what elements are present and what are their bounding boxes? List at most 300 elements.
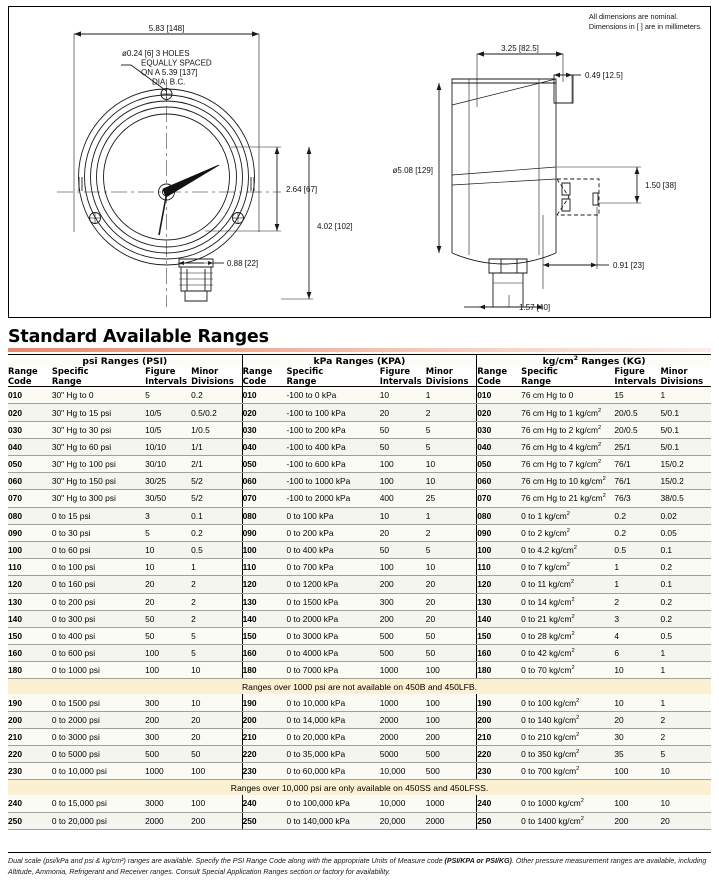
cell-specific-range: 0 to 1 $kg/cm^2$: [521, 507, 614, 524]
cell-minor-divisions: 1000: [426, 795, 477, 812]
cell-range-code: 070: [8, 490, 52, 507]
col-header-kg-figure: [614, 367, 660, 387]
cell-specific-range: 0 to 700 $kg/cm^2$: [521, 763, 614, 780]
cell-specific-range: 0 to 14,000 kPa: [287, 711, 380, 728]
cell-range-code: 070: [477, 490, 521, 507]
col-header-line-2: Divisions: [425, 375, 469, 386]
cell-specific-range: 0 to 1000 $kg/cm^2$: [521, 795, 614, 812]
cell-range-code: 100: [242, 541, 286, 558]
cell-specific-range: 76 cm Hg to 4 $kg/cm^2$: [521, 438, 614, 455]
cell-figure-intervals: 50: [380, 438, 426, 455]
cell-specific-range: 76 cm Hg to 21 $kg/cm^2$: [521, 490, 614, 507]
cell-range-code: 220: [477, 746, 521, 763]
cell-specific-range: 0 to 100 kPa: [287, 507, 380, 524]
cell-minor-divisions: 5/0.1: [660, 404, 711, 421]
cell-minor-divisions: 38/0.5: [660, 490, 711, 507]
cell-minor-divisions: 0.05: [660, 524, 711, 541]
group-header-psi: psi Ranges (PSI): [8, 355, 242, 368]
cell-specific-range: 0 to 100,000 kPa: [287, 795, 380, 812]
col-header-line-2: Code: [477, 375, 501, 386]
dim-front-overall-width: 5.83 [148]: [148, 24, 185, 33]
cell-specific-range: -100 to 200 kPa: [287, 421, 380, 438]
cell-figure-intervals: 30/10: [145, 456, 191, 473]
cell-range-code: 150: [8, 627, 52, 644]
cell-figure-intervals: 10: [380, 507, 426, 524]
table-row: [8, 404, 711, 421]
cell-specific-range: 0 to 10,000 psi: [52, 763, 145, 780]
dim-total-height: 4.02 [102]: [317, 222, 353, 231]
cell-range-code: 120: [477, 576, 521, 593]
cell-specific-range: 30" Hg to 60 psi: [52, 438, 145, 455]
cell-range-code: 200: [477, 711, 521, 728]
cell-minor-divisions: 2: [660, 728, 711, 745]
cell-figure-intervals: 100: [614, 795, 660, 812]
cell-figure-intervals: 20: [380, 404, 426, 421]
cell-specific-range: 0 to 140 $kg/cm^2$: [521, 711, 614, 728]
cell-figure-intervals: 200: [380, 576, 426, 593]
cell-range-code: 110: [8, 559, 52, 576]
cell-minor-divisions: 0.1: [660, 576, 711, 593]
cell-specific-range: 0 to 200 psi: [52, 593, 145, 610]
col-header-line-2: Intervals: [379, 375, 422, 386]
cell-range-code: 190: [477, 694, 521, 711]
cell-specific-range: 0 to 60 psi: [52, 541, 145, 558]
availability-note-over-10000-psi: [8, 780, 711, 796]
table-row: [8, 763, 711, 780]
col-header-kg-minor: [660, 367, 711, 387]
group-header-kg: $kg/cm^2$ Ranges (KG): [477, 355, 711, 368]
drawing-notes: [589, 12, 702, 31]
cell-minor-divisions: 25: [426, 490, 477, 507]
cell-figure-intervals: 3: [614, 610, 660, 627]
col-header-line-1: Figure: [379, 366, 411, 377]
cell-range-code: 040: [8, 438, 52, 455]
cell-figure-intervals: 76/1: [614, 456, 660, 473]
col-header-line-1: Figure: [145, 366, 176, 377]
cell-minor-divisions: 0.2: [660, 593, 711, 610]
cell-range-code: 150: [242, 627, 286, 644]
cell-figure-intervals: 300: [145, 728, 191, 745]
table-row: [8, 812, 711, 829]
cell-specific-range: 0 to 5000 psi: [52, 746, 145, 763]
cell-minor-divisions: 100: [191, 763, 242, 780]
cell-figure-intervals: 500: [380, 627, 426, 644]
table-row: [8, 421, 711, 438]
cell-range-code: 230: [8, 763, 52, 780]
cell-minor-divisions: 5: [426, 541, 477, 558]
cell-range-code: 180: [477, 662, 521, 679]
table-row: [8, 593, 711, 610]
col-header-line-2: Code: [242, 375, 267, 386]
cell-minor-divisions: 100: [426, 711, 477, 728]
cell-figure-intervals: 2000: [145, 812, 191, 829]
cell-range-code: 190: [8, 694, 52, 711]
cell-specific-range: 0 to 21 $kg/cm^2$: [521, 610, 614, 627]
col-header-line-1: Minor: [660, 366, 688, 377]
cell-specific-range: 0 to 14 $kg/cm^2$: [521, 593, 614, 610]
col-header-line-1: Range: [8, 366, 38, 377]
col-header-line-1: Specific: [286, 366, 324, 377]
col-header-psi-code: [8, 367, 52, 387]
cell-range-code: 250: [242, 812, 286, 829]
cell-specific-range: 0 to 20,000 psi: [52, 812, 145, 829]
drawing-note-line-1: All dimensions are nominal.: [588, 12, 679, 21]
cell-range-code: 060: [242, 473, 286, 490]
cell-figure-intervals: 500: [145, 746, 191, 763]
cell-specific-range: 0 to 7000 kPa: [287, 662, 380, 679]
cell-figure-intervals: 300: [380, 593, 426, 610]
cell-range-code: 060: [477, 473, 521, 490]
cell-figure-intervals: 5: [145, 524, 191, 541]
cell-minor-divisions: 15/0.2: [660, 473, 711, 490]
cell-range-code: 200: [8, 711, 52, 728]
cell-specific-range: 0 to 1200 kPa: [287, 576, 380, 593]
cell-specific-range: 76 cm Hg to 2 $kg/cm^2$: [521, 421, 614, 438]
table-row: [8, 694, 711, 711]
cell-range-code: 030: [477, 421, 521, 438]
cell-minor-divisions: 20: [660, 812, 711, 829]
cell-minor-divisions: 5/0.1: [660, 421, 711, 438]
cell-figure-intervals: 30/25: [145, 473, 191, 490]
dim-hole-callout-line3: ON A 5.39 [137]: [141, 68, 198, 77]
cell-minor-divisions: 20: [426, 610, 477, 627]
cell-figure-intervals: 5: [145, 387, 191, 404]
cell-range-code: 020: [477, 404, 521, 421]
cell-range-code: 160: [477, 645, 521, 662]
cell-specific-range: 76 cm Hg to 0: [521, 387, 614, 404]
cell-minor-divisions: 2: [191, 593, 242, 610]
table-row: [8, 541, 711, 558]
cell-minor-divisions: 1: [660, 694, 711, 711]
section-title: Standard Available Ranges: [8, 327, 269, 347]
cell-specific-range: 0 to 1500 psi: [52, 694, 145, 711]
cell-minor-divisions: 20: [191, 711, 242, 728]
table-row: [8, 746, 711, 763]
cell-range-code: 090: [8, 524, 52, 541]
cell-minor-divisions: 0.2: [660, 559, 711, 576]
cell-range-code: 210: [8, 728, 52, 745]
col-header-line-1: Minor: [425, 366, 453, 377]
cell-figure-intervals: 10,000: [380, 763, 426, 780]
cell-range-code: 050: [8, 456, 52, 473]
cell-figure-intervals: 10: [145, 559, 191, 576]
cell-figure-intervals: 10: [614, 662, 660, 679]
cell-minor-divisions: 2: [191, 610, 242, 627]
cell-minor-divisions: 10: [191, 694, 242, 711]
cell-minor-divisions: 15/0.2: [660, 456, 711, 473]
col-header-kpa-minor: [426, 367, 477, 387]
cell-minor-divisions: 0.5/0.2: [191, 404, 242, 421]
cell-range-code: 230: [242, 763, 286, 780]
cell-minor-divisions: 2/1: [191, 456, 242, 473]
section-title-rule: [8, 348, 711, 352]
cell-figure-intervals: 10/10: [145, 438, 191, 455]
cell-specific-range: 30" Hg to 30 psi: [52, 421, 145, 438]
cell-range-code: 100: [477, 541, 521, 558]
cell-range-code: 200: [242, 711, 286, 728]
cell-minor-divisions: 0.5: [660, 627, 711, 644]
cell-specific-range: 0 to 1400 $kg/cm^2$: [521, 812, 614, 829]
cell-specific-range: 0 to 2000 kPa: [287, 610, 380, 627]
cell-specific-range: 0 to 3000 kPa: [287, 627, 380, 644]
cell-minor-divisions: 1: [660, 387, 711, 404]
cell-range-code: 250: [8, 812, 52, 829]
cell-minor-divisions: 5: [191, 627, 242, 644]
cell-specific-range: 30" Hg to 0: [52, 387, 145, 404]
cell-figure-intervals: 10: [614, 694, 660, 711]
cell-minor-divisions: 5: [191, 645, 242, 662]
cell-range-code: 160: [8, 645, 52, 662]
cell-range-code: 210: [242, 728, 286, 745]
footnote-part-1: Dual scale (psi/kPa and psi & kg/cm²) ranges are available. Specify the PSI Range Code along with the appropriate Units of Measure code: [8, 857, 445, 865]
availability-note-over-1000-psi: [8, 679, 711, 695]
col-header-line-2: Divisions: [191, 375, 234, 386]
cell-figure-intervals: 2: [614, 593, 660, 610]
cell-figure-intervals: 2000: [380, 728, 426, 745]
col-header-kpa-code: [242, 367, 286, 387]
table-body: [8, 387, 711, 830]
cell-range-code: 120: [242, 576, 286, 593]
cell-figure-intervals: 200: [145, 711, 191, 728]
cell-figure-intervals: 20: [145, 576, 191, 593]
table-row: [8, 627, 711, 644]
table-row: [8, 507, 711, 524]
cell-range-code: 100: [8, 541, 52, 558]
cell-range-code: 120: [8, 576, 52, 593]
dim-hole-callout-line4: DIA. B.C.: [152, 77, 186, 87]
cell-specific-range: 30" Hg to 150 psi: [52, 473, 145, 490]
cell-minor-divisions: 0.02: [660, 507, 711, 524]
cell-minor-divisions: 2: [426, 404, 477, 421]
col-header-psi-minor: [191, 367, 242, 387]
col-header-kpa-range: [287, 367, 380, 387]
cell-range-code: 240: [8, 795, 52, 812]
cell-specific-range: 30" Hg to 15 psi: [52, 404, 145, 421]
cell-range-code: 240: [242, 795, 286, 812]
cell-specific-range: 0 to 30 psi: [52, 524, 145, 541]
dim-hole-callout-line1: ø0.24 [6] 3 HOLES: [122, 49, 190, 58]
col-header-line-2: Range: [286, 375, 317, 386]
cell-range-code: 180: [242, 662, 286, 679]
col-header-line-1: Range: [477, 366, 508, 377]
cell-figure-intervals: 100: [614, 763, 660, 780]
col-header-line-1: Figure: [614, 366, 645, 377]
cell-figure-intervals: 100: [380, 473, 426, 490]
cell-figure-intervals: 20: [145, 593, 191, 610]
cell-specific-range: 0 to 4000 kPa: [287, 645, 380, 662]
dim-hole-callout-line2: EQUALLY SPACED: [141, 58, 212, 68]
cell-figure-intervals: 3000: [145, 795, 191, 812]
cell-specific-range: 0 to 1500 kPa: [287, 593, 380, 610]
table-row: [8, 576, 711, 593]
cell-figure-intervals: 10: [380, 387, 426, 404]
cell-figure-intervals: 3: [145, 507, 191, 524]
table-row: [8, 473, 711, 490]
cell-figure-intervals: 10,000: [380, 795, 426, 812]
cell-minor-divisions: 100: [426, 662, 477, 679]
cell-minor-divisions: 5/2: [191, 490, 242, 507]
cell-specific-range: 0 to 3000 psi: [52, 728, 145, 745]
cell-specific-range: 0 to 300 psi: [52, 610, 145, 627]
cell-range-code: 140: [477, 610, 521, 627]
cell-range-code: 140: [8, 610, 52, 627]
cell-range-code: 050: [242, 456, 286, 473]
cell-minor-divisions: 10: [191, 662, 242, 679]
cell-figure-intervals: 15: [614, 387, 660, 404]
col-header-line-2: Intervals: [614, 375, 657, 386]
cell-specific-range: 76 cm Hg to 10 $kg/cm^2$: [521, 473, 614, 490]
cell-figure-intervals: 76/1: [614, 473, 660, 490]
cell-specific-range: 0 to 35,000 kPa: [287, 746, 380, 763]
cell-minor-divisions: 5: [660, 746, 711, 763]
cell-minor-divisions: 500: [426, 746, 477, 763]
availability-note-text: Ranges over 1000 psi are not available on 450B and 450LFB.: [8, 679, 711, 695]
cell-figure-intervals: 50: [145, 610, 191, 627]
cell-specific-range: 0 to 700 kPa: [287, 559, 380, 576]
cell-figure-intervals: 20/0.5: [614, 404, 660, 421]
table-row: [8, 559, 711, 576]
table-row: [8, 662, 711, 679]
cell-figure-intervals: 1: [614, 559, 660, 576]
cell-range-code: 190: [242, 694, 286, 711]
cell-range-code: 220: [8, 746, 52, 763]
cell-figure-intervals: 100: [380, 559, 426, 576]
cell-range-code: 080: [242, 507, 286, 524]
table-row: [8, 795, 711, 812]
cell-range-code: 010: [242, 387, 286, 404]
table-row: [8, 728, 711, 745]
cell-figure-intervals: 1000: [380, 694, 426, 711]
cell-figure-intervals: 300: [145, 694, 191, 711]
cell-figure-intervals: 20/0.5: [614, 421, 660, 438]
cell-range-code: 130: [242, 593, 286, 610]
cell-minor-divisions: 10: [660, 763, 711, 780]
cell-figure-intervals: 1000: [145, 763, 191, 780]
cell-figure-intervals: 100: [145, 645, 191, 662]
cell-range-code: 070: [242, 490, 286, 507]
cell-minor-divisions: 1: [660, 645, 711, 662]
dim-case-depth: 3.25 [82.5]: [501, 44, 539, 53]
cell-minor-divisions: 1: [660, 662, 711, 679]
cell-minor-divisions: 20: [426, 576, 477, 593]
group-header-row: [8, 355, 711, 368]
cell-range-code: 040: [242, 438, 286, 455]
drawing-note-line-2: Dimensions in [ ] are in millimeters.: [588, 21, 702, 31]
dimensional-drawing-svg: [9, 7, 710, 317]
cell-figure-intervals: 200: [614, 812, 660, 829]
cell-figure-intervals: 2000: [380, 711, 426, 728]
cell-range-code: 080: [477, 507, 521, 524]
cell-minor-divisions: 50: [426, 645, 477, 662]
cell-minor-divisions: 10: [426, 456, 477, 473]
cell-figure-intervals: 6: [614, 645, 660, 662]
cell-figure-intervals: 4: [614, 627, 660, 644]
cell-range-code: 250: [477, 812, 521, 829]
cell-minor-divisions: 0.1: [660, 541, 711, 558]
cell-minor-divisions: 0.1: [191, 507, 242, 524]
footnote: [8, 856, 711, 877]
cell-specific-range: -100 to 400 kPa: [287, 438, 380, 455]
cell-figure-intervals: 500: [380, 645, 426, 662]
dimensional-drawing-panel: [8, 6, 711, 318]
cell-specific-range: 0 to 210 $kg/cm^2$: [521, 728, 614, 745]
col-header-line-1: Specific: [51, 366, 89, 377]
cell-figure-intervals: 20: [614, 711, 660, 728]
cell-minor-divisions: 0.2: [660, 610, 711, 627]
table-row: [8, 387, 711, 404]
dim-bracket-height: 1.50 [38]: [645, 181, 677, 190]
cell-specific-range: -100 to 600 kPa: [287, 456, 380, 473]
cell-specific-range: 0 to 10,000 kPa: [287, 694, 380, 711]
cell-figure-intervals: 0.2: [614, 507, 660, 524]
cell-specific-range: 0 to 200 kPa: [287, 524, 380, 541]
standard-available-ranges-table: [8, 354, 711, 830]
cell-range-code: 090: [477, 524, 521, 541]
cell-specific-range: 0 to 600 psi: [52, 645, 145, 662]
cell-range-code: 060: [8, 473, 52, 490]
cell-specific-range: 0 to 350 $kg/cm^2$: [521, 746, 614, 763]
cell-specific-range: 0 to 70 $kg/cm^2$: [521, 662, 614, 679]
cell-specific-range: -100 to 2000 kPa: [287, 490, 380, 507]
cell-minor-divisions: 5/2: [191, 473, 242, 490]
cell-range-code: 210: [477, 728, 521, 745]
cell-figure-intervals: 1000: [380, 662, 426, 679]
dim-dial-diameter: ø5.08 [129]: [392, 166, 433, 175]
cell-figure-intervals: 200: [380, 610, 426, 627]
cell-figure-intervals: 25/1: [614, 438, 660, 455]
cell-range-code: 130: [477, 593, 521, 610]
cell-minor-divisions: 2000: [426, 812, 477, 829]
cell-specific-range: 30" Hg to 100 psi: [52, 456, 145, 473]
cell-figure-intervals: 1: [614, 576, 660, 593]
col-header-line-2: Divisions: [660, 375, 704, 386]
cell-figure-intervals: 10/5: [145, 421, 191, 438]
cell-figure-intervals: 30: [614, 728, 660, 745]
dim-bracket-offset: 0.91 [23]: [613, 261, 645, 270]
cell-minor-divisions: 1: [426, 387, 477, 404]
cell-figure-intervals: 100: [145, 662, 191, 679]
table-row: [8, 438, 711, 455]
col-header-kg-range: [521, 367, 614, 387]
availability-note-text: Ranges over 10,000 psi are only available on 450SS and 450LFSS.: [8, 780, 711, 796]
cell-minor-divisions: 0.2: [191, 524, 242, 541]
cell-specific-range: -100 to 1000 kPa: [287, 473, 380, 490]
cell-specific-range: 0 to 100 psi: [52, 559, 145, 576]
column-header-row: [8, 367, 711, 387]
cell-minor-divisions: 100: [426, 694, 477, 711]
cell-minor-divisions: 200: [191, 812, 242, 829]
col-header-line-2: Code: [8, 375, 32, 386]
cell-range-code: 240: [477, 795, 521, 812]
cell-specific-range: 30" Hg to 300 psi: [52, 490, 145, 507]
col-header-kg-code: [477, 367, 521, 387]
cell-range-code: 010: [8, 387, 52, 404]
cell-range-code: 030: [8, 421, 52, 438]
cell-figure-intervals: 5000: [380, 746, 426, 763]
col-header-line-1: Specific: [521, 366, 558, 377]
cell-minor-divisions: 10: [426, 473, 477, 490]
table-row: [8, 610, 711, 627]
cell-range-code: 080: [8, 507, 52, 524]
cell-figure-intervals: 10: [145, 541, 191, 558]
cell-range-code: 050: [477, 456, 521, 473]
cell-range-code: 090: [242, 524, 286, 541]
col-header-line-1: Minor: [191, 366, 219, 377]
cell-minor-divisions: 50: [426, 627, 477, 644]
cell-figure-intervals: 50: [145, 627, 191, 644]
cell-minor-divisions: 2: [660, 711, 711, 728]
footnote-part-2: . Other pressure measurement ranges are available, including Altitude, Ammonia, Refrigerant and Receiver ranges. Consult Special Application Ranges section or factory for availability.: [8, 857, 707, 876]
